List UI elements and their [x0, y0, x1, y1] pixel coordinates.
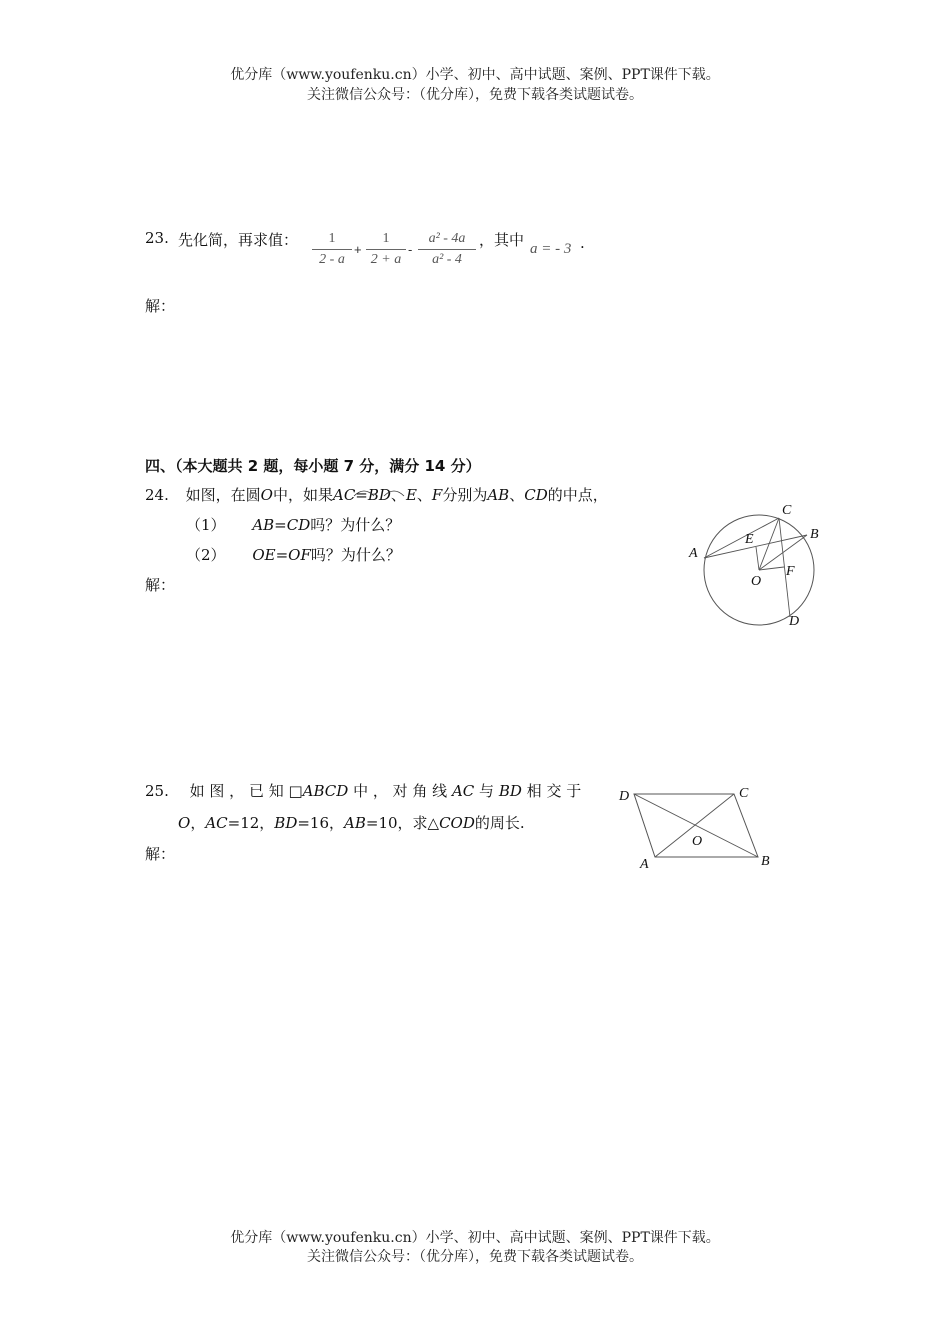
q25-ac: AC	[451, 782, 475, 800]
label-c: C	[782, 503, 792, 518]
label-b: B	[810, 527, 819, 542]
q23-prompt: 先化简，再求值：	[178, 231, 299, 249]
q24-cd: CD	[524, 486, 548, 504]
fraction-2-numerator: 1	[382, 231, 390, 246]
q25-answer-label: 解：	[145, 845, 176, 863]
label-o: O	[692, 834, 703, 849]
q24-sep: 、	[416, 486, 432, 504]
q24-text-b: 中，如果	[272, 486, 333, 504]
q24-sub1-expr: AB=CD	[252, 516, 311, 534]
q25-parallelogram-figure	[610, 780, 790, 876]
q25-line-2	[178, 812, 525, 833]
q25-abcd: ABCD	[302, 782, 349, 800]
segment-oe	[756, 547, 759, 570]
q24-f: F	[431, 486, 443, 504]
footer-line-1: 优分库（www.youfenku.cn）小学、初中、高中试题、案例、PPT课件下载。	[230, 1230, 720, 1246]
q25-o: O	[178, 814, 191, 832]
footer-line-2: 关注微信公众号：（优分库），免费下载各类试题试卷。	[307, 1249, 643, 1265]
q24-sub2-question: 吗？为什么？	[310, 546, 401, 564]
q25-line1-d: 相 交 于	[526, 782, 582, 800]
q24-ab: AB	[487, 486, 510, 504]
label-f: F	[786, 564, 795, 579]
q24-sub2-label: （2）	[186, 546, 226, 564]
q25-line1-b: 中 ， 对 角 线	[353, 782, 448, 800]
q23-fraction-2	[366, 229, 406, 270]
arc-bd-mark	[384, 491, 404, 496]
q25-cod: COD	[439, 814, 475, 832]
q25-line1-c: 与	[479, 782, 495, 800]
q24-arc-marks	[352, 484, 412, 498]
q24-text-a: 如图，在圆	[185, 486, 261, 504]
q24-sub-2	[186, 544, 401, 565]
header-line-2: 关注微信公众号：（优分库），免费下载各类试题试卷。	[307, 87, 643, 103]
q23-where: ，其中	[479, 231, 525, 249]
q23-plus: +	[354, 242, 362, 257]
fraction-3-numerator: a² - 4a	[428, 231, 466, 246]
fraction-1-denominator: 2 - a	[319, 252, 345, 267]
q25-line2-a: ，	[190, 814, 206, 832]
q23-fraction-1	[312, 229, 352, 270]
label-a: A	[640, 857, 649, 872]
q25-bd2: BD	[274, 814, 298, 832]
q24-answer-label: 解：	[145, 576, 176, 594]
q24-ac-bd: AC=BD	[332, 486, 391, 504]
q24-sub-1	[186, 514, 400, 535]
q24-text-d: 分别为	[442, 486, 488, 504]
header-line-1: 优分库（www.youfenku.cn）小学、初中、高中试题、案例、PPT课件下载。	[230, 67, 720, 83]
q25-line2-d: =10，求△	[365, 814, 440, 832]
q23-answer-label: 解：	[145, 297, 176, 315]
q25-ac2: AC	[205, 814, 228, 832]
q24-circle-figure	[680, 498, 830, 634]
label-d: D	[619, 789, 630, 804]
q24-sep2: 、	[509, 486, 525, 504]
q24-sub1-label: （1）	[186, 516, 226, 534]
q25-line2-b: =12，	[227, 814, 275, 832]
label-c: C	[739, 786, 749, 801]
q24-text-c: 、	[390, 486, 406, 504]
fraction-2-denominator: 2 + a	[370, 252, 402, 267]
q25-line-1	[145, 780, 581, 801]
q25-bd: BD	[498, 782, 522, 800]
q25-line2-e: 的周长.	[474, 814, 525, 832]
q25-ab: AB	[344, 814, 366, 832]
q24-text-e: 的中点，	[547, 486, 608, 504]
chord-ac	[704, 518, 779, 558]
label-o: O	[751, 574, 762, 589]
label-e: E	[745, 532, 754, 547]
q25-line2-c: =16，	[297, 814, 345, 832]
arc-ac-mark	[354, 491, 374, 496]
fraction-1-numerator: 1	[328, 231, 336, 246]
q24-number: 24.	[145, 486, 169, 504]
q23-minus: -	[408, 242, 413, 257]
q23-fraction-3	[418, 229, 476, 270]
fraction-3-denominator: a² - 4	[432, 252, 462, 267]
label-a: A	[689, 546, 698, 561]
q23-period: .	[580, 234, 585, 252]
q25-number: 25.	[145, 782, 169, 800]
q23-number: 23.	[145, 229, 169, 247]
label-b: B	[761, 854, 770, 869]
q24-circle-o: O	[260, 486, 273, 504]
q23-condition: a = - 3	[530, 241, 572, 257]
section-4-heading: 四、（本大题共 2 题，每小题 7 分，满分 14 分）	[145, 457, 481, 475]
q24-sub2-expr: OE=OF	[252, 546, 311, 564]
label-d: D	[789, 614, 800, 629]
q24-sub1-question: 吗？为什么？	[310, 516, 401, 534]
q24-e: E	[405, 486, 417, 504]
q25-line1-a: 如 图 ， 已 知 □	[189, 782, 303, 800]
